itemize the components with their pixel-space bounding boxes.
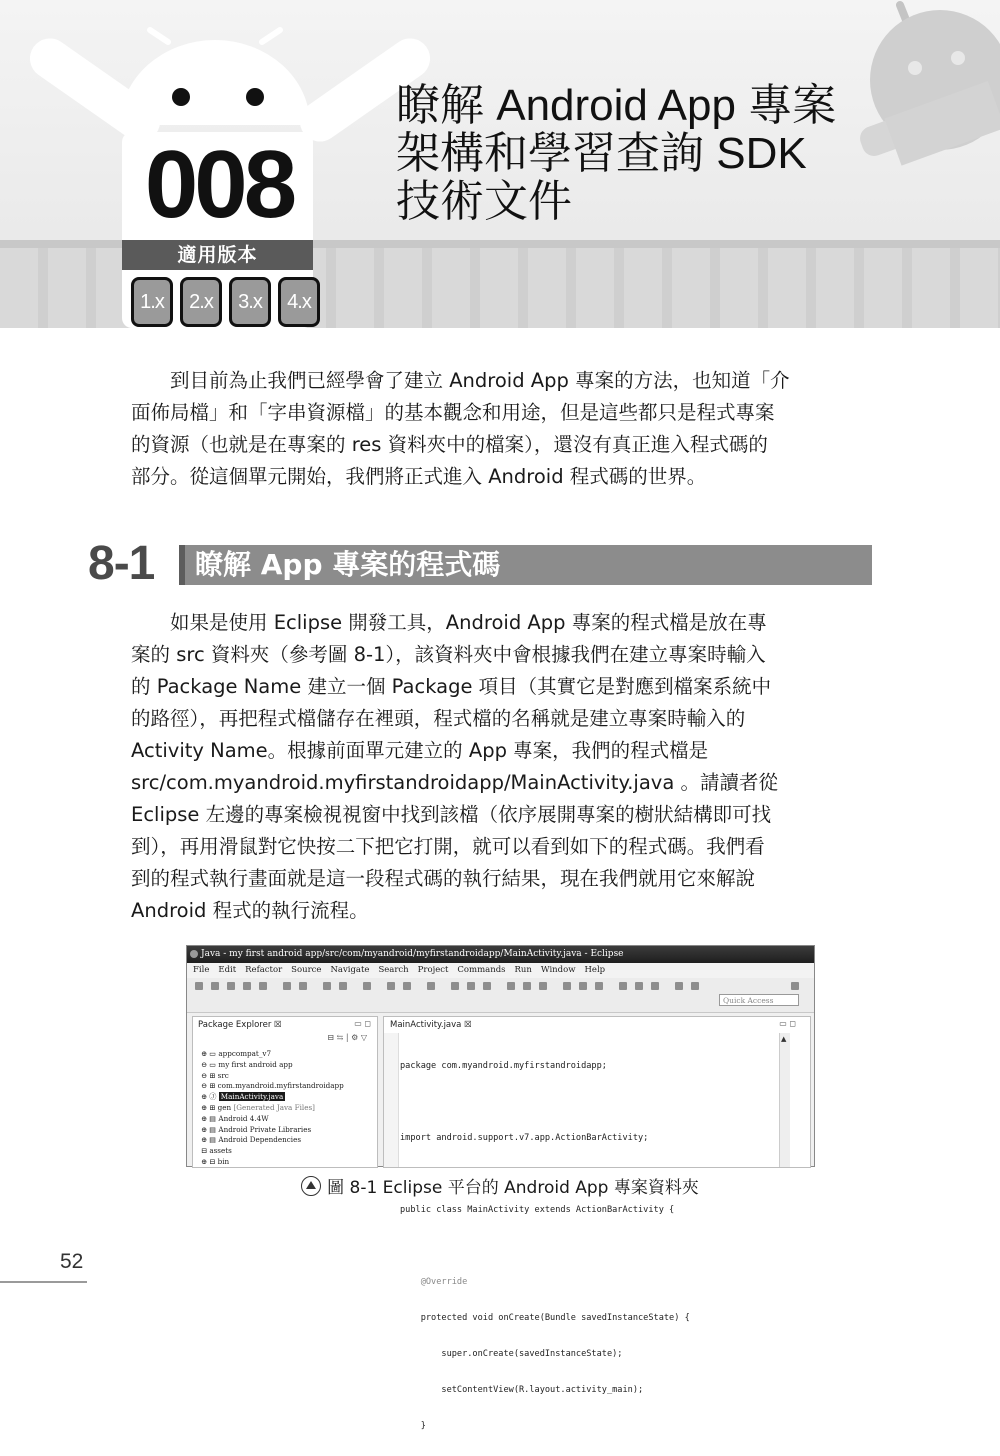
tree-node-label: Android 4.4W <box>218 1113 269 1123</box>
menu-item-navigate[interactable]: Navigate <box>330 965 370 975</box>
external-tools-icon[interactable] <box>427 982 435 990</box>
tree-node[interactable] <box>201 1081 344 1092</box>
version-label: 適用版本 <box>122 240 313 270</box>
tree-node-icon: ⊖ ⊞ <box>201 1070 218 1080</box>
tree-node-icon: ⊕ ▤ <box>201 1113 219 1123</box>
avd-manager-icon[interactable] <box>299 982 307 990</box>
open-task-icon[interactable] <box>523 982 531 990</box>
collapse-link-icon[interactable]: ⊟ ⇆ | ⚙ ▽ <box>327 1033 367 1042</box>
section-number: 8-1 <box>88 537 155 590</box>
save-all-icon[interactable] <box>243 982 251 990</box>
tree-node-icon: ⊕ ⊞ <box>201 1102 218 1112</box>
tree-node[interactable] <box>201 1103 344 1114</box>
lint-icon[interactable] <box>323 982 331 990</box>
tree-node[interactable] <box>201 1049 344 1060</box>
menu-item-file[interactable]: File <box>193 965 210 975</box>
open-icon[interactable] <box>211 982 219 990</box>
package-explorer-tab[interactable]: Package Explorer ☒ <box>198 1020 282 1030</box>
scroll-up-icon[interactable]: ▲ <box>781 1035 787 1043</box>
menu-item-search[interactable]: Search <box>378 965 409 975</box>
triangle-up-icon <box>301 1176 321 1196</box>
tree-node-label: com.myandroid.myfirstandroidapp <box>217 1081 344 1091</box>
tree-node-icon: ⊖ ▭ <box>201 1059 219 1069</box>
section-heading-bar <box>179 545 872 585</box>
figure-caption-text: 圖 8-1 Eclipse 平台的 Android App 專案資料夾 <box>327 1178 699 1198</box>
menu-item-help[interactable]: Help <box>584 965 606 975</box>
new-java-project-icon[interactable] <box>451 982 459 990</box>
section-title: 瞭解 App 專案的程式碼 <box>195 548 501 581</box>
project-tree <box>201 1049 344 1168</box>
tree-node-note: [Generated Java Files] <box>231 1102 315 1112</box>
next-annotation-icon[interactable] <box>579 982 587 990</box>
version-badge: 3.x <box>229 277 271 327</box>
code-line: @Override <box>400 1277 468 1287</box>
intro-line: 部分。從這個單元開始，我們將正式進入 Android 程式碼的世界。 <box>131 465 707 488</box>
page-number: 52 <box>60 1250 84 1273</box>
pin-editor-icon[interactable] <box>675 982 683 990</box>
page-number-rule <box>0 1281 87 1283</box>
previous-annotation-icon[interactable] <box>595 982 603 990</box>
java-perspective-icon[interactable] <box>791 982 799 990</box>
tree-node[interactable] <box>201 1114 344 1125</box>
tree-node-icon: ⊟ <box>201 1146 210 1156</box>
menu-bar <box>187 963 814 978</box>
tree-node-label: gen <box>217 1102 232 1112</box>
tree-node-icon: ⊕ ⊟ <box>201 1156 218 1166</box>
body-line: 的 Package Name 建立一個 Package 項目（其實它是對應到檔案系統中 <box>131 675 772 698</box>
tree-node-icon: ⊕ ▤ <box>201 1135 219 1145</box>
search-icon[interactable] <box>539 982 547 990</box>
new-package-icon[interactable] <box>467 982 475 990</box>
build-icon[interactable] <box>339 982 347 990</box>
body-line: Android 程式的執行流程。 <box>131 899 369 922</box>
menu-item-run[interactable]: Run <box>514 965 532 975</box>
code-line <box>400 1096 690 1108</box>
tree-node[interactable] <box>201 1060 344 1071</box>
new-class-icon[interactable] <box>483 982 491 990</box>
body-line: Eclipse 左邊的專案檢視視窗中找到該檔（依序展開專案的樹狀結構即可找 <box>131 803 772 826</box>
quick-access-input[interactable]: Quick Access <box>719 994 799 1006</box>
body-paragraph <box>131 607 868 927</box>
body-line: 的路徑），再把程式檔儲存在裡頭，程式檔的名稱就是建立專案時輸入的 <box>131 707 746 730</box>
code-line: public class MainActivity extends ActionBarActivity { <box>400 1205 675 1215</box>
tree-node-icon: ⊕ ▤ <box>201 1124 219 1134</box>
body-line: 案的 src 資料夾（參考圖 8-1），該資料夾中會根據我們在建立專案時輸入 <box>131 643 766 666</box>
chapter-title-line: 瞭解 Android App 專案 <box>396 81 837 130</box>
toggle-mark-icon[interactable] <box>563 982 571 990</box>
tree-node-icon: ⊕ ▭ <box>201 1049 219 1058</box>
code-line: } <box>400 1421 426 1431</box>
tree-node-label: Android Private Libraries <box>218 1124 312 1134</box>
intro-line: 到目前為止我們已經學會了建立 Android App 專案的方法，也知道「介 <box>170 369 790 392</box>
code-line <box>400 1240 690 1252</box>
tree-node-label: Android Dependencies <box>218 1135 302 1145</box>
tree-node[interactable] <box>201 1135 344 1146</box>
forward-icon[interactable] <box>651 982 659 990</box>
run-icon[interactable] <box>403 982 411 990</box>
section-bar-accent <box>179 545 185 585</box>
tree-node-icon: ⊕ Ⓙ <box>201 1092 219 1102</box>
tree-node-label: my first android app <box>218 1059 293 1069</box>
version-badge: 4.x <box>278 277 320 327</box>
editor-tab[interactable]: MainActivity.java ☒ <box>390 1020 472 1030</box>
tree-node[interactable] <box>201 1071 344 1082</box>
tree-node-label: MainActivity.java <box>220 1092 284 1102</box>
last-edit-icon[interactable] <box>619 982 627 990</box>
skip-breakpoints-icon[interactable] <box>363 982 371 990</box>
tree-node[interactable] <box>201 1157 344 1168</box>
print-icon[interactable] <box>259 982 267 990</box>
chapter-number: 008 <box>144 131 294 238</box>
tree-node-icon: ⊖ ⊞ <box>201 1081 218 1091</box>
code-line: super.onCreate(savedInstanceState); <box>400 1349 623 1359</box>
menu-item-window[interactable]: Window <box>540 965 576 975</box>
figure-caption <box>0 1175 1000 1201</box>
body-line: Activity Name。根據前面單元建立的 App 專案，我們的程式檔是 <box>131 739 709 762</box>
menu-item-source[interactable]: Source <box>291 965 322 975</box>
chapter-title-line: 技術文件 <box>396 177 572 226</box>
window-title: Java - my first android app/src/com/myandroid/myfirstandroidapp/MainActivity.java - Eclipse <box>201 949 624 959</box>
editor-scrollbar[interactable] <box>779 1033 790 1167</box>
minimize-maximize-icon[interactable]: ▭ ◻ <box>779 1019 796 1028</box>
debug-icon[interactable] <box>387 982 395 990</box>
tree-node-label: src <box>217 1070 229 1080</box>
open-type-icon[interactable] <box>507 982 515 990</box>
body-line: 如果是使用 Eclipse 開發工具，Android App 專案的程式檔是放在專 <box>170 611 767 634</box>
minimize-maximize-icon[interactable]: ▭ ◻ <box>354 1019 371 1028</box>
back-icon[interactable] <box>635 982 643 990</box>
eclipse-logo-icon <box>190 950 198 958</box>
chapter-title-line: 架構和學習查詢 SDK <box>396 129 807 178</box>
body-line: src/com.myandroid.myfirstandroidapp/MainActivity.java 。請讀者從 <box>131 771 778 794</box>
window-title-bar <box>187 946 814 963</box>
tree-node-label: bin <box>217 1156 230 1166</box>
code-line: setContentView(R.layout.activity_main); <box>400 1385 644 1395</box>
chapter-title <box>396 82 866 226</box>
code-text[interactable] <box>400 1036 690 1456</box>
tree-node-selected[interactable] <box>201 1092 344 1103</box>
menu-item-refactor[interactable]: Refactor <box>245 965 283 975</box>
version-badge: 2.x <box>180 277 222 327</box>
open-perspective-icon[interactable] <box>691 982 699 990</box>
tree-node-label: assets <box>209 1146 232 1156</box>
menu-item-edit[interactable]: Edit <box>218 965 237 975</box>
intro-line: 面佈局檔」和「字串資源檔」的基本觀念和用途，但是這些都只是程式專案 <box>131 401 775 424</box>
tree-node[interactable] <box>201 1125 344 1136</box>
version-badge: 1.x <box>131 277 173 327</box>
sdk-manager-icon[interactable] <box>283 982 291 990</box>
menu-item-commands[interactable]: Commands <box>457 965 506 975</box>
code-line: import android.support.v7.app.ActionBarActivity; <box>400 1133 649 1143</box>
package-explorer-panel <box>192 1016 378 1168</box>
body-line: 到的程式執行畫面就是這一段程式碼的執行結果，現在我們就用它來解說 <box>131 867 756 890</box>
code-line: protected void onCreate(Bundle savedInstanceState) { <box>400 1313 690 1323</box>
chapter-header <box>0 0 1000 328</box>
menu-item-project[interactable]: Project <box>417 965 449 975</box>
body-line: 到），再用滑鼠對它快按二下把它打開，就可以看到如下的程式碼。我們看 <box>131 835 765 858</box>
save-icon[interactable] <box>227 982 235 990</box>
intro-paragraph <box>131 365 868 493</box>
intro-line: 的資源（也就是在專案的 res 資料夾中的檔案），還沒有真正進入程式碼的 <box>131 433 768 456</box>
tree-node-label: appcompat_v7 <box>218 1049 272 1058</box>
new-icon[interactable] <box>195 982 203 990</box>
tree-node[interactable] <box>201 1146 344 1157</box>
editor-gutter <box>384 1033 399 1167</box>
version-badges <box>131 277 320 327</box>
code-line: package com.myandroid.myfirstandroidapp; <box>400 1061 607 1071</box>
